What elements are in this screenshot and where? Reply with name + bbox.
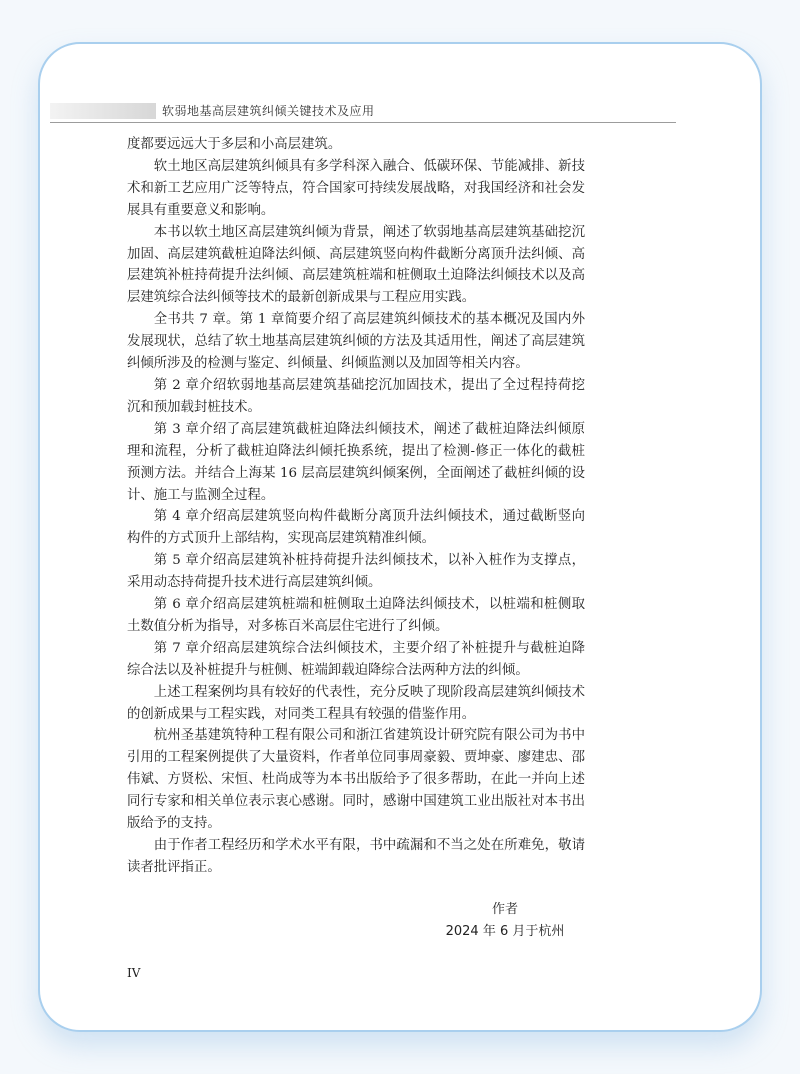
paragraph: 第 5 章介绍高层建筑补桩持荷提升法纠倾技术，以补入桩作为支撑点，采用动态持荷提升技术进行高层建筑纠倾。 xyxy=(127,553,585,591)
paragraph: 第 7 章介绍高层建筑综合法纠倾技术，主要介绍了补桩提升与截桩迫降综合法以及补桩提升与桩侧、桩端卸载迫降综合法两种方法的纠倾。 xyxy=(127,640,585,678)
paragraph: 上述工程案例均具有较好的代表性，充分反映了现阶段高层建筑纠倾技术的创新成果与工程实践，对同类工程具有较强的借鉴作用。 xyxy=(127,684,585,722)
signature-date: 2024 年 6 月于杭州 xyxy=(445,924,565,939)
signature-author: 作者 xyxy=(491,902,518,917)
header-shade-block xyxy=(50,103,156,119)
paragraph: 软土地区高层建筑纠倾具有多学科深入融合、低碳环保、节能减排、新技术和新工艺应用广泛等特点，符合国家可持续发展战略，对我国经济和社会发展具有重要意义和影响。 xyxy=(127,158,585,218)
paragraph: 全书共 7 章。第 1 章简要介绍了高层建筑纠倾技术的基本概况及国内外发展现状，总结了软土地基高层建筑纠倾的方法及其适用性，阐述了高层建筑纠倾所涉及的检测与鉴定、纠倾量、纠倾监测以及加固等相关内容。 xyxy=(127,312,585,372)
paragraph-continued: 度都要远远大于多层和小高层建筑。 xyxy=(127,137,342,152)
paragraph: 第 2 章介绍软弱地基高层建筑基础挖沉加固技术，提出了全过程持荷挖沉和预加载封桩技术。 xyxy=(127,377,585,415)
paragraph: 杭州圣基建筑特种工程有限公司和浙江省建筑设计研究院有限公司为书中引用的工程案例提供了大量资料，作者单位同事周豪毅、贾坤豪、廖建忠、邵伟斌、方贤松、宋恒、杜尚成等为本书出版给予了很多帮助，在此一并向上述同行专家和相关单位表示衷心感谢。同时，感谢中国建筑工业出版社对本书出版给予的支持。 xyxy=(127,728,585,832)
paragraph: 第 6 章介绍高层建筑桩端和桩侧取土迫降法纠倾技术，以桩端和桩侧取土数值分析为指导，对多栋百米高层住宅进行了纠倾。 xyxy=(127,597,585,634)
page-number: IV xyxy=(127,966,141,980)
paragraph: 本书以软土地区高层建筑纠倾为背景，阐述了软弱地基高层建筑基础挖沉加固、高层建筑截桩迫降法纠倾、高层建筑竖向构件截断分离顶升法纠倾、高层建筑补桩持荷提升法纠倾、高层建筑桩端和桩侧取土迫降法纠倾技术以及高层建筑综合法纠倾等技术的最新创新成果与工程应用实践。 xyxy=(127,224,585,306)
paragraph: 第 3 章介绍了高层建筑截桩迫降法纠倾技术，阐述了截桩迫降法纠倾原理和流程，分析了截桩迫降法纠倾托换系统，提出了检测-修正一体化的截桩预测方法。并结合上海某 16 层高层建筑纠倾案例，全面阐述了截桩纠倾的设计、施工与监测全过程。 xyxy=(127,421,585,503)
paragraph: 由于作者工程经历和学术水平有限，书中疏漏和不当之处在所难免，敬请读者批评指正。 xyxy=(127,838,585,875)
running-header-title: 软弱地基高层建筑纠倾关键技术及应用 xyxy=(162,104,375,118)
paragraph: 第 4 章介绍高层建筑竖向构件截断分离顶升法纠倾技术，通过截断竖向构件的方式顶升上部结构，实现高层建筑精准纠倾。 xyxy=(127,509,585,547)
running-header xyxy=(50,102,676,123)
preface-body xyxy=(127,134,585,879)
